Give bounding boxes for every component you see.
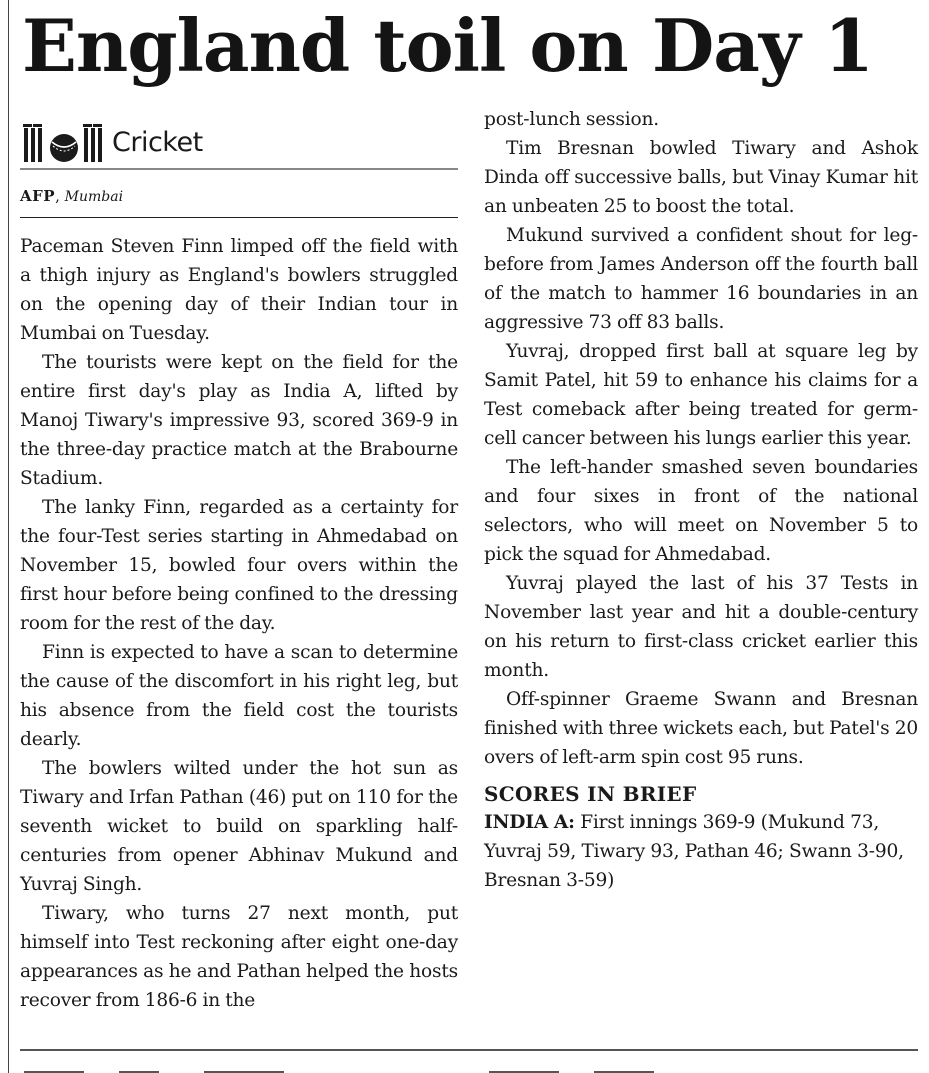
bottom-divider <box>20 1049 918 1051</box>
headline: England toil on Day 1 <box>22 3 873 88</box>
section-label: Cricket <box>112 126 203 158</box>
section-divider <box>20 168 458 170</box>
section-header <box>20 118 458 166</box>
article-paragraph: The tourists were kept on the field for the entire first day's play as India A, lifted by Manoj Tiwary's impressive 93, scored 369-9 in the three-day practice match at the Brabourne Stadium. <box>20 352 458 489</box>
article-paragraph: Tim Bresnan bowled Tiwary and Ashok Dinda off successive balls, but Vinay Kumar hit an unbeaten 25 to boost the total. <box>484 138 918 217</box>
byline-separator: , <box>55 187 60 205</box>
article-paragraph: The lanky Finn, regarded as a certainty for the four-Test series starting in Ahmedabad on November 15, bowled four overs within the first hour before being confined to the dressing room for the rest of the day. <box>20 497 458 634</box>
scores-summary <box>484 808 918 895</box>
byline-place: Mumbai <box>64 189 124 205</box>
scores-text: First innings 369-9 (Mukund 73, Yuvraj 59, Tiwary 93, Pathan 46; Swann 3-90, Bresnan 3-59) <box>484 812 904 891</box>
article-paragraph: Mukund survived a confident shout for leg-before from James Anderson off the fourth ball of the match to hammer 16 boundaries in an aggressive 73 off 83 balls. <box>484 225 918 333</box>
article-column-left <box>20 118 458 1015</box>
article-column-right <box>484 105 918 895</box>
byline <box>20 186 458 218</box>
scores-team-label: INDIA A: <box>484 812 575 833</box>
article-paragraph: Tiwary, who turns 27 next month, put himself into Test reckoning after eight one-day appearances as he and Pathan helped the hosts recover from 186-6 in the <box>20 903 458 1011</box>
article-paragraph: Paceman Steven Finn limped off the field with a thigh injury as England's bowlers struggled on the opening day of their Indian tour in Mumbai on Tuesday. <box>20 236 458 344</box>
article-paragraph: Yuvraj, dropped first ball at square leg by Samit Patel, hit 59 to enhance his claims for a Test comeback after being treated for germ-cell cancer between his lungs earlier this year. <box>484 341 918 449</box>
byline-agency: AFP <box>20 187 56 205</box>
article-paragraph-continuation: post-lunch session. <box>484 109 659 130</box>
article-paragraph: The bowlers wilted under the hot sun as Tiwary and Irfan Pathan (46) put on 110 for the seventh wicket to build on sparkling half-centuries from opener Abhinav Mukund and Yuvraj Singh. <box>20 758 458 895</box>
article-paragraph: Finn is expected to have a scan to determine the cause of the discomfort in his right leg, but his absence from the field cost the tourists dearly. <box>20 642 458 750</box>
cricket-stumps-ball-icon <box>20 120 106 164</box>
scores-heading: SCORES IN BRIEF <box>484 782 697 806</box>
page-left-border <box>8 0 9 1073</box>
story-body-left <box>20 232 458 1015</box>
next-article-peek <box>20 1061 918 1073</box>
article-paragraph: The left-hander smashed seven boundaries and four sixes in front of the national selectors, who will meet on November 5 to pick the squad for Ahmedabad. <box>484 457 918 565</box>
article-paragraph: Off-spinner Graeme Swann and Bresnan finished with three wickets each, but Patel's 20 overs of left-arm spin cost 95 runs. <box>484 689 918 768</box>
article-paragraph: Yuvraj played the last of his 37 Tests in November last year and hit a double-century on his return to first-class cricket earlier this month. <box>484 573 918 681</box>
